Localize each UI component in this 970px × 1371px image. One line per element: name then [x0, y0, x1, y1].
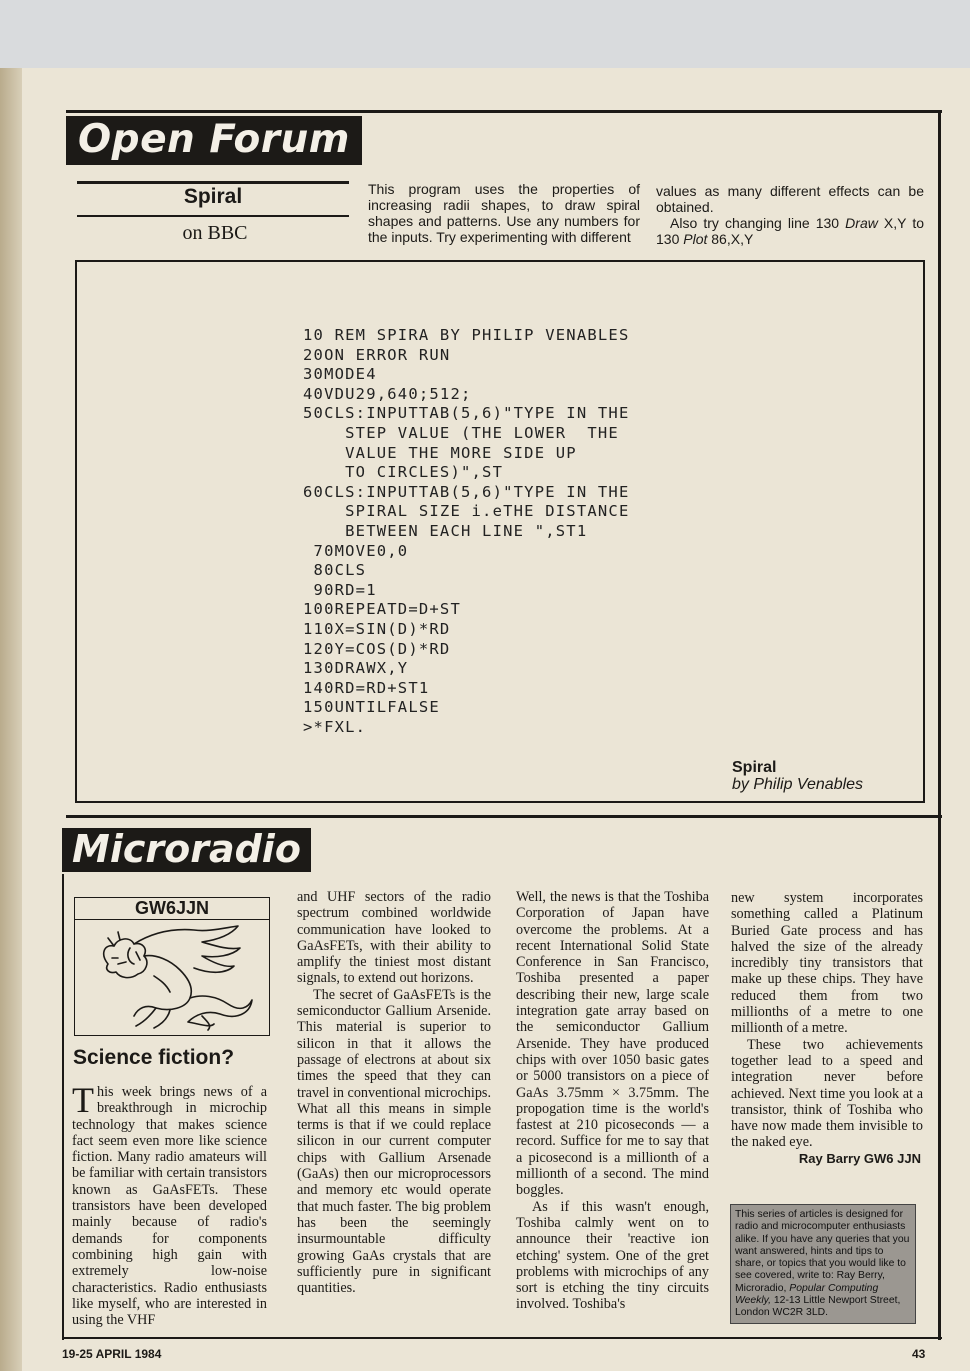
listing-line: SPIRAL SIZE i.eTHE DISTANCE: [303, 502, 630, 521]
top-rule: [66, 110, 942, 113]
drop-cap: T: [72, 1080, 94, 1120]
note-text: This series of articles is designed for radio and microcomputer enthusiasts alike. If you have any queries that you want answered, hints and tips to share, or topics that you would like to see covered, write to: Ray Berry, Microradio,: [735, 1209, 910, 1294]
program-title: Spiral: [183, 185, 243, 208]
intro-text: X,Y to 130: [656, 215, 924, 247]
intro-column-1: [368, 181, 640, 245]
issue-date: 19-25 APRIL 1984: [62, 1347, 162, 1361]
intro-paragraph-1: This program uses the properties of increasing radii shapes, to draw spiral shapes and patterns. Use any numbers for the inputs. Try experimenting with different: [368, 181, 640, 245]
listing-line: 10 REM SPIRA BY PHILIP VENABLES: [303, 326, 630, 344]
listing-line: 120Y=COS(D)*RD: [303, 639, 451, 658]
column-3-paragraph-2: As if this wasn't enough, Toshiba calmly went on to announce their 'reactive ion etching' system. One of the gret problems with microchips of any sort is etching the tiny circuits involved. Toshiba's: [516, 1198, 709, 1313]
listing-line: STEP VALUE (THE LOWER THE: [303, 423, 619, 442]
title-rule-top: [77, 181, 349, 184]
listing-line: 50CLS:INPUTTAB(5,6)"TYPE IN THE: [303, 404, 630, 423]
intro-emphasis-plot: Plot: [683, 231, 708, 247]
column-1-text: his week brings news of a breakthrough in microchip technology that makes science fact seem even more like science fiction. Many radio amateurs will be familiar with certain transistors known as GaAsFETs. These transistors have been developed mainly because of radio's demands for components combining high gain with extremely low-noise characteristics. Radio enthusiasts like myself, who are interested in using the VHF: [72, 1084, 267, 1329]
microradio-banner: Microradio: [62, 828, 311, 872]
right-rule: [938, 110, 941, 1340]
listing-line: 30MODE4: [303, 365, 377, 384]
listing-line: 80CLS: [303, 561, 367, 580]
bottom-rule: [62, 1337, 942, 1339]
intro-text: 86,X,Y: [707, 231, 754, 247]
intro-paragraph-2: values as many different effects can be obtained.: [656, 183, 924, 215]
article-headline: Science fiction?: [73, 1046, 235, 1069]
listing-line: >*FXL.: [303, 717, 367, 736]
left-rule: [62, 874, 64, 1340]
listing-line: 70MOVE0,0: [303, 541, 409, 560]
listing-line: VALUE THE MORE SIDE UP: [303, 443, 577, 462]
article-column-3: [516, 889, 709, 1313]
column-4-paragraph-2: These two achievements together lead to a speed and integration never before achieved. Next time you look at a transistor, think of Toshiba who have now made them invisible to the naked eye.: [731, 1036, 923, 1151]
intro-emphasis-draw: Draw: [845, 215, 878, 231]
caption-title: Spiral: [732, 759, 777, 776]
intro-paragraph-3: [656, 215, 924, 247]
listing-line: 90RD=1: [303, 580, 377, 599]
intro-column-2: [656, 183, 924, 247]
note-magazine-name: Popular Computing Weekly,: [735, 1282, 879, 1307]
listing-line: 130DRAWX,Y: [303, 659, 409, 678]
listing-line: 40VDU29,640;512;: [303, 384, 472, 403]
listing-line: 60CLS:INPUTTAB(5,6)"TYPE IN THE: [303, 482, 630, 501]
article-column-1: [72, 1080, 267, 1329]
listing-line: BETWEEN EACH LINE ",ST1: [303, 521, 588, 540]
listing-line: 110X=SIN(D)*RD: [303, 619, 451, 638]
program-listing: [303, 326, 630, 737]
article-column-2: [297, 889, 491, 1296]
welsh-dragon-illustration: [90, 924, 260, 1032]
title-rule-bottom: [77, 215, 349, 217]
listing-line: 150UNTILFALSE: [303, 698, 440, 717]
listing-line: TO CIRCLES)",ST: [303, 463, 504, 482]
intro-text: Also try changing line 130: [670, 215, 846, 231]
listing-line: 140RD=RD+ST1: [303, 678, 430, 697]
column-3-paragraph-1: Well, the news is that the Toshiba Corporation of Japan have overcome the problems. At a recent International Solid State Conference in San Francisco, Toshiba presented a paper describing their new, large scale integration gate array based on the semiconductor Gallium Arsenide. They have produced chips with over 1050 basic gates or 5000 transistors on a piece of GaAs 3.75mm × 3.75mm. The propogation time is the world's fastest at 210 picoseconds — a record. Suffice for me to say that a picosecond is a millionth of a millionth of a second. The mind boggles.: [516, 889, 709, 1199]
section-rule: [66, 815, 942, 818]
column-4-paragraph-1: new system incorporates something called a Platinum Buried Gate process and has halved the size of the already incredibly tiny transistors that make up these chips. They have reduced them from two millionths of a metre to one millionth of a metre.: [731, 890, 923, 1037]
scan-background: [0, 0, 970, 68]
author-signature: Ray Barry GW6 JJN: [798, 1151, 921, 1166]
listing-line: 20ON ERROR RUN: [303, 345, 451, 364]
page-spine: [0, 68, 22, 1371]
platform-label: on BBC: [182, 222, 248, 244]
caption-byline: by Philip Venables: [732, 776, 864, 793]
page-number: 43: [912, 1347, 926, 1361]
article-column-4: [731, 890, 923, 1151]
open-forum-banner: Open Forum: [66, 116, 362, 165]
column-2-paragraph-2: The secret of GaAsFETs is the semiconductor Gallium Arsenide. This material is superior to silicon in that it allows the passage of electrons at about six times the speed that they can travel in conventional microchips. What all this means in simple terms is that if we could replace silicon in our current computer chips with Gallium Arsenade (GaAs) then our microprocessors and memory etc would operate that much faster. The big problem has been the seemingly insurmountable difficulty growing GaAs crystals that are sufficiently pure in significant quantities.: [297, 986, 491, 1297]
callsign-label: GW6JJN: [74, 897, 270, 920]
note-address: 12-13 Little Newport Street, London WC2R 3LD.: [735, 1295, 901, 1319]
column-2-paragraph-1: and UHF sectors of the radio spectrum combined worldwide communication have looked to GaAsFETs, with their ability to amplify the tiniest most distant signals, to extend out horizons.: [297, 889, 491, 987]
reader-note-box: [730, 1204, 916, 1324]
listing-line: 100REPEATD=D+ST: [303, 600, 461, 619]
